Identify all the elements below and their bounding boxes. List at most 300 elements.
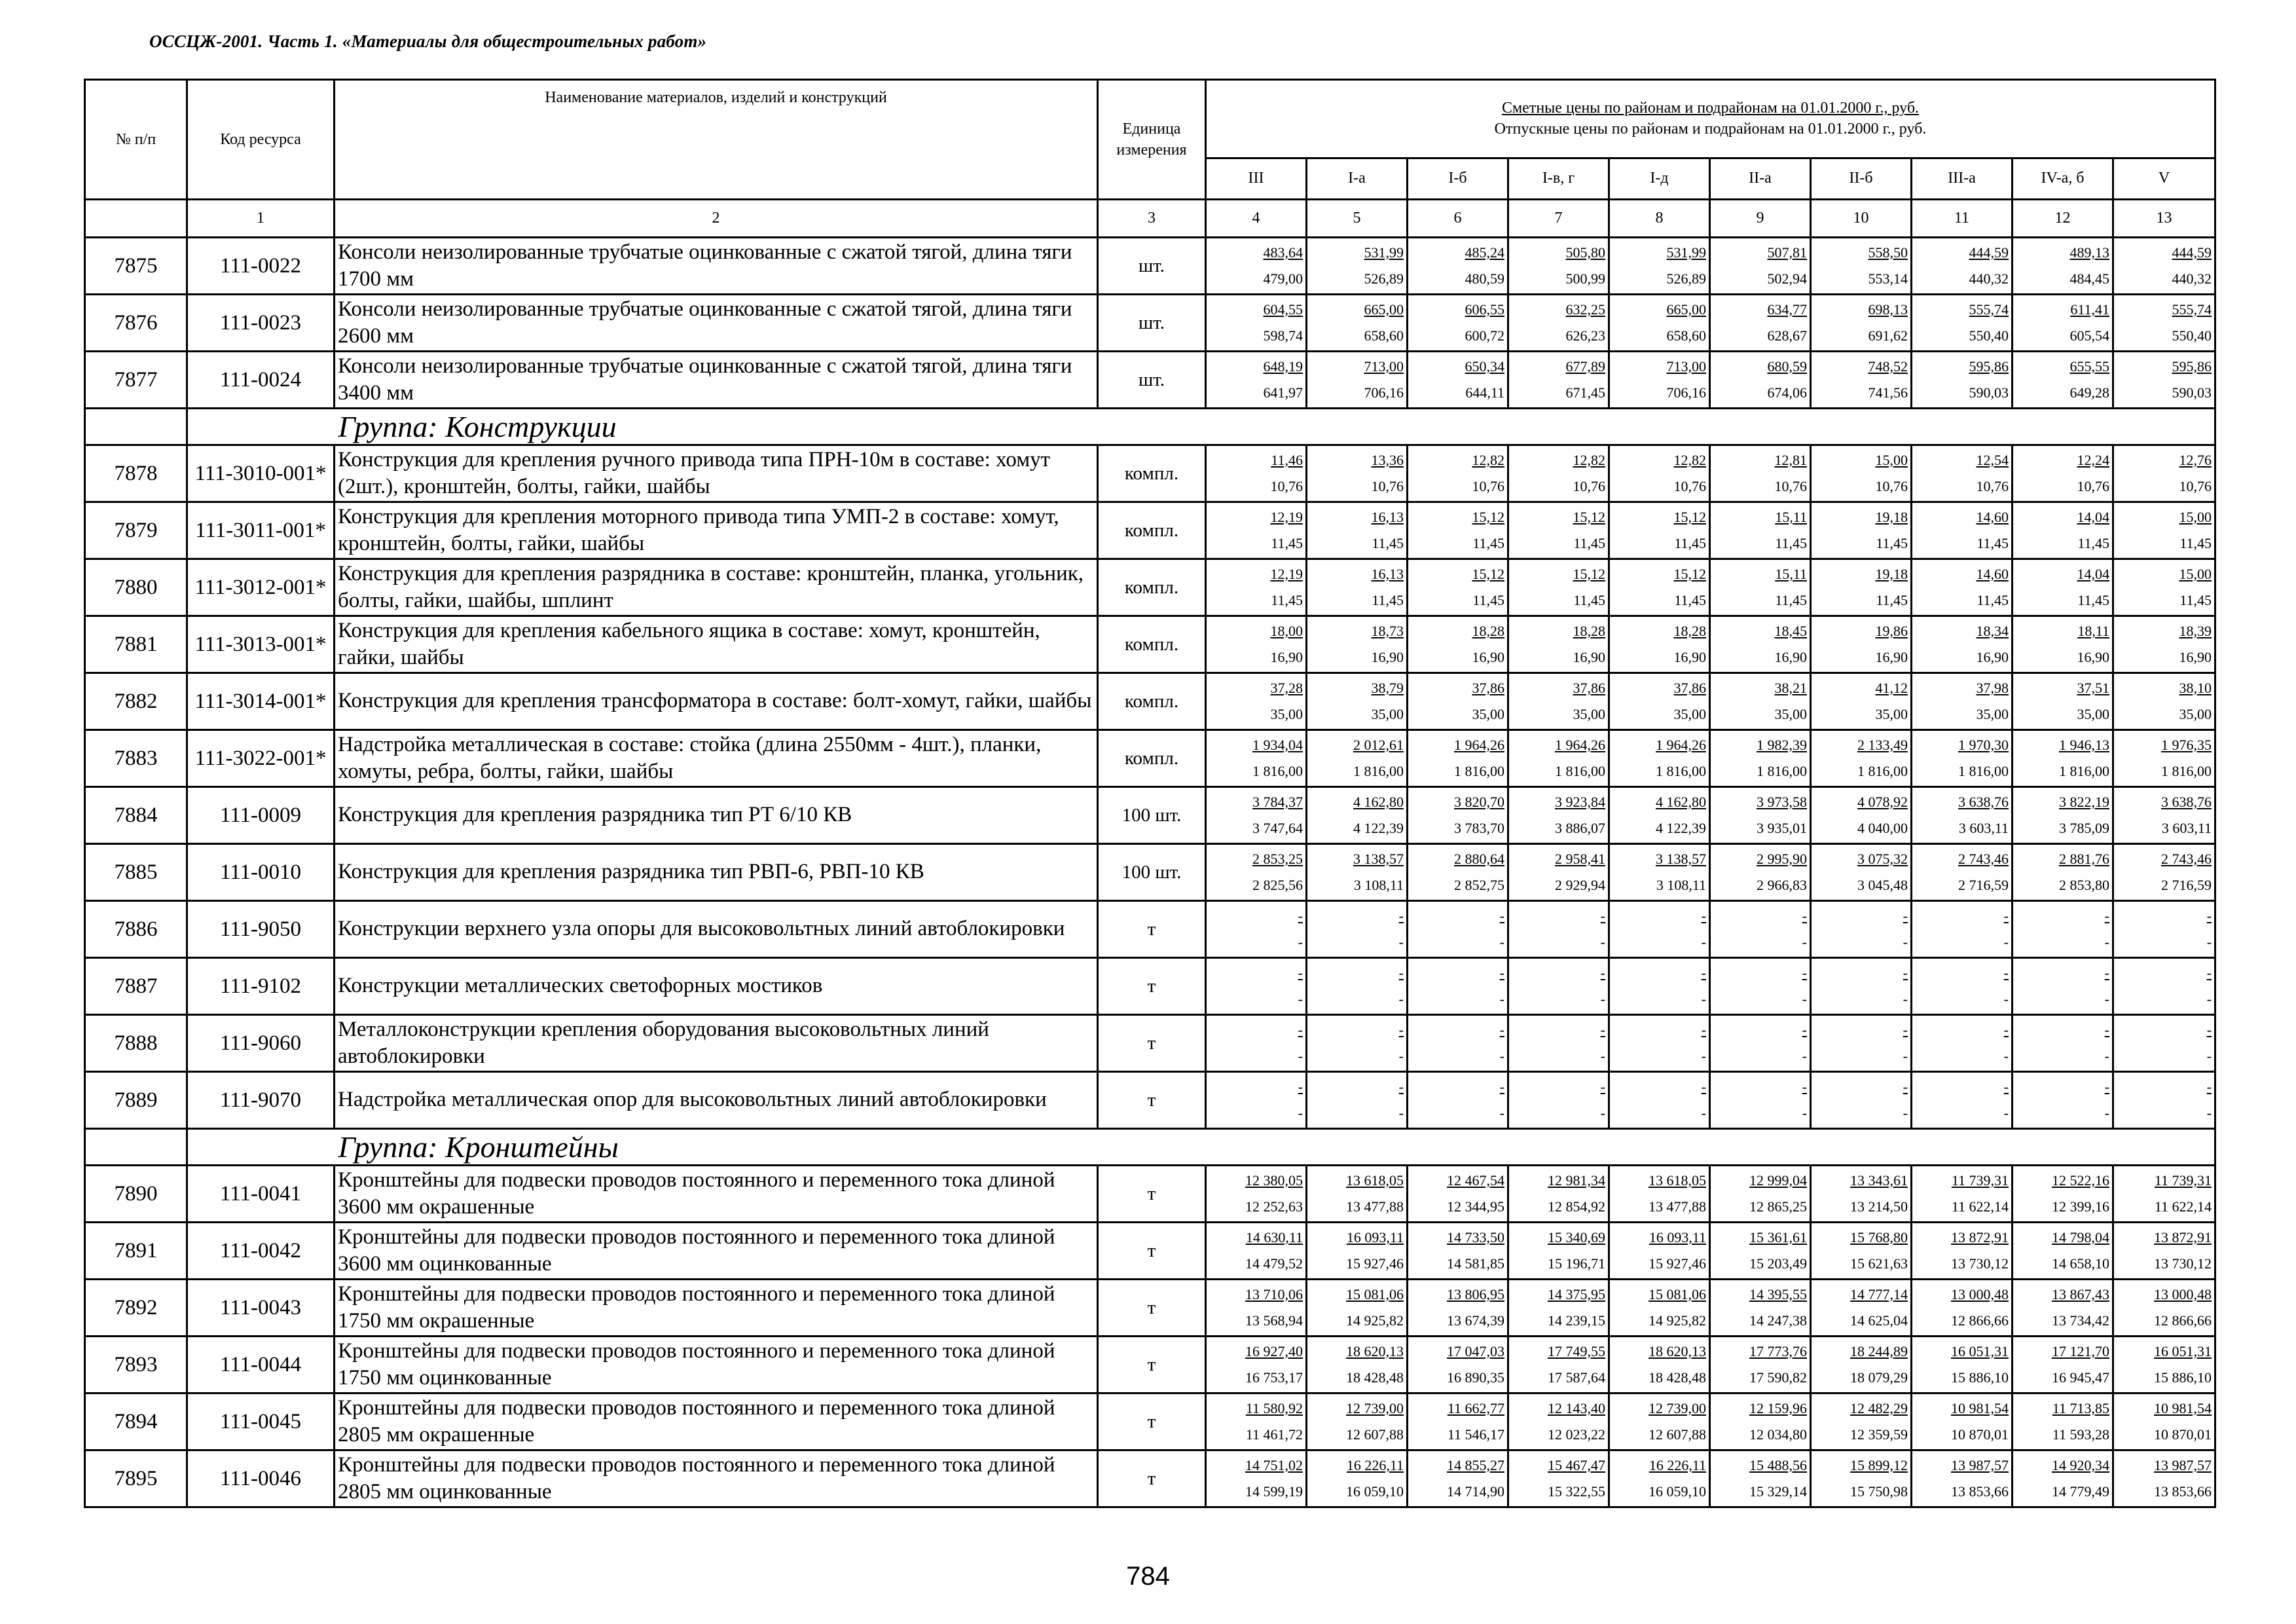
estimated-price: 11 739,31	[2154, 1172, 2212, 1189]
price-cell	[2113, 1072, 2215, 1129]
column-number: 10	[1811, 200, 1912, 238]
release-price: 590,03	[2172, 384, 2212, 401]
row-number: 7880	[85, 559, 187, 616]
table-row	[85, 502, 2215, 559]
release-price: 3 108,11	[1353, 877, 1404, 893]
release-price: 10,76	[1673, 478, 1706, 494]
estimated-price: 12 522,16	[2052, 1172, 2109, 1189]
column-number: 5	[1307, 200, 1408, 238]
row-number: 7886	[85, 901, 187, 958]
release-price: 16,90	[1673, 649, 1706, 665]
release-price: 35,00	[1774, 706, 1807, 722]
release-price: -	[1298, 991, 1303, 1007]
estimated-price: 13 872,91	[1951, 1229, 2009, 1246]
estimated-price: 611,41	[2070, 301, 2109, 318]
release-price: 10,76	[1371, 478, 1404, 494]
release-price: 35,00	[1573, 706, 1605, 722]
estimated-price: 12,81	[1774, 452, 1807, 468]
estimated-price: 483,64	[1263, 244, 1303, 261]
release-price: 3 747,64	[1252, 820, 1303, 836]
price-cell	[1609, 1280, 1710, 1337]
estimated-price: 15,11	[1775, 566, 1807, 582]
price-cell	[1609, 787, 1710, 844]
price-cell	[1811, 1166, 1912, 1223]
estimated-price: 16 226,11	[1346, 1457, 1404, 1473]
estimated-price: 12,19	[1270, 509, 1303, 525]
estimated-price: 18,34	[1976, 623, 2009, 639]
release-price: 11 622,14	[1951, 1198, 2009, 1215]
price-cell	[1508, 1393, 1609, 1450]
release-price: 12 866,66	[2154, 1312, 2212, 1329]
release-price: 628,67	[1767, 327, 1807, 344]
release-price: -	[2104, 934, 2109, 950]
price-cell	[1307, 559, 1408, 616]
estimated-price: 16 226,11	[1649, 1457, 1706, 1473]
resource-code: 111-9050	[187, 901, 335, 958]
material-name: Конструкция для крепления трансформатора в составе: болт-хомут, гайки, шайбы	[335, 673, 1098, 730]
column-number: 3	[1098, 200, 1206, 238]
release-price: 3 785,09	[2059, 820, 2109, 836]
estimated-price: 650,34	[1465, 358, 1504, 375]
estimated-price: 15,12	[1673, 566, 1706, 582]
estimated-price: 12 482,29	[1850, 1400, 1908, 1416]
estimated-price: -	[2104, 1079, 2109, 1095]
estimated-price: 11 713,85	[2052, 1400, 2109, 1416]
release-price: -	[2206, 1105, 2212, 1121]
release-price: -	[1600, 934, 1605, 950]
price-cell	[1206, 730, 1307, 787]
release-price: -	[2206, 934, 2212, 950]
release-price: 13 853,66	[1951, 1483, 2009, 1500]
price-cell	[1609, 844, 1710, 901]
release-price: 11,45	[1977, 592, 2009, 608]
material-name: Консоли неизолированные трубчатые оцинкованные с сжатой тягой, длина тяги 1700 мм	[335, 238, 1098, 295]
release-price: 35,00	[2179, 706, 2212, 722]
price-cell	[1710, 1166, 1811, 1223]
estimated-price: 12 467,54	[1447, 1172, 1504, 1189]
estimated-price: 17 773,76	[1749, 1343, 1807, 1359]
price-cell	[1912, 958, 2013, 1015]
release-price: 35,00	[1976, 706, 2009, 722]
release-price: 1 816,00	[1958, 763, 2009, 779]
release-price: 484,45	[2069, 270, 2109, 287]
release-price: 16,90	[2077, 649, 2109, 665]
estimated-price: 18,28	[1673, 623, 1706, 639]
price-cell	[2113, 238, 2215, 295]
estimated-price: 12,54	[1976, 452, 2009, 468]
unit-of-measure: 100 шт.	[1098, 787, 1206, 844]
row-number: 7879	[85, 502, 187, 559]
resource-code: 111-0024	[187, 352, 335, 409]
release-price: 649,28	[2069, 384, 2109, 401]
header-unit: Единица измерения	[1098, 80, 1206, 200]
table-row	[85, 1450, 2215, 1507]
release-price: -	[1600, 1105, 1605, 1121]
price-cell	[1408, 238, 1508, 295]
release-price: -	[2104, 991, 2109, 1007]
row-number: 7892	[85, 1280, 187, 1337]
price-cell	[1912, 1337, 2013, 1393]
price-cell	[1206, 958, 1307, 1015]
price-cell	[1508, 1337, 1609, 1393]
estimated-price: 19,86	[1875, 623, 1908, 639]
estimated-price: -	[2003, 908, 2009, 924]
release-price: 4 122,39	[1353, 820, 1404, 836]
material-name: Конструкция для крепления ручного привода типа ПРН-10м в составе: хомут (2шт.), кронштейн, болты, гайки, шайбы	[335, 445, 1098, 502]
release-price: 13 477,88	[1346, 1198, 1404, 1215]
release-price: 13 734,42	[2052, 1312, 2109, 1329]
estimated-price: 12,82	[1573, 452, 1605, 468]
price-cell	[1609, 1015, 1710, 1072]
table-row	[85, 901, 2215, 958]
estimated-price: 665,00	[1666, 301, 1706, 318]
price-cell	[1408, 1393, 1508, 1450]
region-header: III	[1206, 158, 1307, 199]
release-price: -	[1499, 1048, 1504, 1064]
price-cell	[1912, 352, 2013, 409]
column-number: 12	[2013, 200, 2113, 238]
release-price: -	[1499, 991, 1504, 1007]
release-price: 35,00	[1875, 706, 1908, 722]
estimated-price: 19,18	[1875, 509, 1908, 525]
estimated-price: 15 361,61	[1749, 1229, 1807, 1246]
estimated-price: 17 121,70	[2052, 1343, 2109, 1359]
price-cell	[1912, 787, 2013, 844]
estimated-price: 38,21	[1774, 680, 1807, 696]
price-cell	[2013, 1450, 2113, 1507]
release-price: 2 853,80	[2059, 877, 2109, 893]
table-row	[85, 673, 2215, 730]
release-price: 11,45	[1775, 535, 1807, 551]
estimated-price: 15 467,47	[1548, 1457, 1605, 1473]
estimated-price: 15,00	[1875, 452, 1908, 468]
release-price: 480,59	[1465, 270, 1504, 287]
estimated-price: 1 934,04	[1252, 737, 1303, 753]
release-price: 15 927,46	[1346, 1255, 1404, 1272]
price-cell	[1206, 352, 1307, 409]
price-cell	[1508, 1015, 1609, 1072]
estimated-price: 18,73	[1371, 623, 1404, 639]
price-cell	[2113, 352, 2215, 409]
release-price: 11,45	[1573, 535, 1605, 551]
group-empty-cell	[187, 1129, 335, 1166]
price-cell	[1710, 1072, 1811, 1129]
price-cell	[1508, 1223, 1609, 1280]
release-price: 16,90	[2179, 649, 2212, 665]
price-cell	[1508, 1166, 1609, 1223]
group-empty-cell	[187, 409, 335, 445]
release-price: 35,00	[1371, 706, 1404, 722]
release-price: -	[1802, 991, 1807, 1007]
region-header: I-в, г	[1508, 158, 1609, 199]
price-cell	[1206, 673, 1307, 730]
price-cell	[1710, 844, 1811, 901]
estimated-price: 14 733,50	[1447, 1229, 1504, 1246]
price-cell	[1710, 352, 1811, 409]
estimated-price: 648,19	[1263, 358, 1303, 375]
price-cell	[1609, 559, 1710, 616]
estimated-price: 4 162,80	[1353, 794, 1404, 810]
resource-code: 111-0046	[187, 1450, 335, 1507]
estimated-price: 485,24	[1465, 244, 1504, 261]
estimated-price: 3 138,57	[1353, 851, 1404, 867]
row-number: 7891	[85, 1223, 187, 1280]
release-price: 15 621,63	[1850, 1255, 1908, 1272]
release-price: -	[1903, 1048, 1908, 1064]
price-cell	[1912, 1166, 2013, 1223]
price-cell	[2113, 445, 2215, 502]
price-cell	[1508, 1072, 1609, 1129]
estimated-price: -	[1802, 1079, 1807, 1095]
estimated-price: 444,59	[2172, 244, 2212, 261]
resource-code: 111-9060	[187, 1015, 335, 1072]
release-price: 10,76	[1774, 478, 1807, 494]
price-cell	[1307, 787, 1408, 844]
estimated-price: 18,00	[1270, 623, 1303, 639]
release-price: -	[1398, 934, 1404, 950]
material-name: Конструкция для крепления моторного привода типа УМП-2 в составе: хомут, кронштейн, болты, гайки, шайбы	[335, 502, 1098, 559]
release-price: 18 428,48	[1346, 1369, 1404, 1386]
estimated-price: -	[1701, 1079, 1706, 1095]
price-cell	[1609, 445, 1710, 502]
release-price: 1 816,00	[2059, 763, 2109, 779]
price-cell	[1811, 502, 1912, 559]
release-price: 2 929,94	[1555, 877, 1605, 893]
unit-of-measure: т	[1098, 1166, 1206, 1223]
release-price: 4 040,00	[1857, 820, 1908, 836]
estimated-price: 748,52	[1868, 358, 1908, 375]
release-price: -	[1701, 991, 1706, 1007]
estimated-price: 12,82	[1472, 452, 1504, 468]
estimated-price: 1 976,35	[2161, 737, 2212, 753]
price-table	[84, 79, 2216, 1508]
release-price: 526,89	[1666, 270, 1706, 287]
resource-code: 111-3013-001*	[187, 616, 335, 673]
price-cell	[1508, 673, 1609, 730]
release-price: 16,90	[1976, 649, 2009, 665]
release-price: 590,03	[1969, 384, 2009, 401]
price-cell	[1408, 1015, 1508, 1072]
release-price: -	[1298, 1048, 1303, 1064]
estimated-price: 13 618,05	[1346, 1172, 1404, 1189]
resource-code: 111-0041	[187, 1166, 335, 1223]
release-price: 12 854,92	[1548, 1198, 1605, 1215]
release-price: 14 239,15	[1548, 1312, 1605, 1329]
material-name: Кронштейны для подвески проводов постоянного и переменного тока длиной 2805 мм окрашенные	[335, 1393, 1098, 1450]
price-cell	[1408, 295, 1508, 352]
price-cell	[1206, 295, 1307, 352]
estimated-price: 12 739,00	[1346, 1400, 1404, 1416]
estimated-price: -	[2104, 908, 2109, 924]
header-prices	[1206, 80, 2215, 158]
price-cell	[1508, 502, 1609, 559]
estimated-price: 12,19	[1270, 566, 1303, 582]
price-cell	[1206, 1280, 1307, 1337]
price-cell	[1609, 238, 1710, 295]
price-cell	[1912, 901, 2013, 958]
material-name: Кронштейны для подвески проводов постоянного и переменного тока длиной 3600 мм оцинкованные	[335, 1223, 1098, 1280]
release-price: 3 108,11	[1656, 877, 1706, 893]
price-cell	[1710, 502, 1811, 559]
release-price: 3 603,11	[1958, 820, 2009, 836]
estimated-price: 698,13	[1868, 301, 1908, 318]
estimated-price: 15,12	[1573, 566, 1605, 582]
price-cell	[1508, 787, 1609, 844]
price-cell	[1710, 445, 1811, 502]
release-price: 16 059,10	[1346, 1483, 1404, 1500]
release-price: 10 870,01	[1951, 1426, 2009, 1443]
release-price: 12 034,80	[1749, 1426, 1807, 1443]
group-empty-cell	[85, 1129, 187, 1166]
price-cell	[1508, 238, 1609, 295]
unit-of-measure: т	[1098, 1450, 1206, 1507]
price-cell	[2013, 502, 2113, 559]
release-price: 1 816,00	[1857, 763, 1908, 779]
estimated-price: 507,81	[1767, 244, 1807, 261]
price-cell	[2013, 1223, 2113, 1280]
release-price: 16 890,35	[1447, 1369, 1504, 1386]
estimated-price: 15,00	[2179, 509, 2212, 525]
unit-of-measure: шт.	[1098, 295, 1206, 352]
price-cell	[1307, 1072, 1408, 1129]
row-number: 7890	[85, 1166, 187, 1223]
price-cell	[1912, 559, 2013, 616]
column-number: 8	[1609, 200, 1710, 238]
price-cell	[1912, 1223, 2013, 1280]
release-price: 658,60	[1364, 327, 1404, 344]
price-cell	[1408, 844, 1508, 901]
release-price: -	[1499, 934, 1504, 950]
estimated-price: 2 743,46	[2161, 851, 2212, 867]
release-price: 658,60	[1666, 327, 1706, 344]
price-cell	[2113, 1450, 2215, 1507]
price-cell	[2013, 901, 2113, 958]
price-cell	[1912, 502, 2013, 559]
price-cell	[1609, 352, 1710, 409]
release-price: 1 816,00	[1454, 763, 1504, 779]
estimated-price: 531,99	[1666, 244, 1706, 261]
price-cell	[1609, 901, 1710, 958]
estimated-price: -	[1398, 965, 1404, 981]
unit-of-measure: компл.	[1098, 730, 1206, 787]
header-num: № п/п	[85, 80, 187, 200]
table-row	[85, 1280, 2215, 1337]
estimated-price: 14 375,95	[1548, 1286, 1605, 1302]
price-cell	[1609, 730, 1710, 787]
price-cell	[2013, 673, 2113, 730]
estimated-price: 38,10	[2179, 680, 2212, 696]
estimated-price: -	[2003, 1079, 2009, 1095]
release-price: 13 214,50	[1850, 1198, 1908, 1215]
resource-code: 111-0042	[187, 1223, 335, 1280]
estimated-price: 665,00	[1364, 301, 1404, 318]
release-price: 14 247,38	[1749, 1312, 1807, 1329]
estimated-price: -	[1600, 1079, 1605, 1095]
price-cell	[2013, 1280, 2113, 1337]
price-cell	[2013, 1015, 2113, 1072]
release-price: -	[1903, 991, 1908, 1007]
estimated-price: 12 143,40	[1548, 1400, 1605, 1416]
estimated-price: 16,13	[1371, 509, 1404, 525]
unit-of-measure: компл.	[1098, 616, 1206, 673]
price-cell	[1206, 844, 1307, 901]
price-cell	[2113, 502, 2215, 559]
release-price: 1 816,00	[1757, 763, 1807, 779]
estimated-price: 12 159,96	[1749, 1400, 1807, 1416]
estimated-price: 2 995,90	[1757, 851, 1807, 867]
price-cell	[1408, 1450, 1508, 1507]
estimated-price: 13 867,43	[2052, 1286, 2109, 1302]
price-cell	[1811, 1337, 1912, 1393]
material-name: Конструкция для крепления кабельного ящика в составе: хомут, кронштейн, гайки, шайбы	[335, 616, 1098, 673]
release-price: 35,00	[1270, 706, 1303, 722]
release-price: 526,89	[1364, 270, 1404, 287]
estimated-price: 13 806,95	[1447, 1286, 1504, 1302]
price-cell	[1912, 1015, 2013, 1072]
price-cell	[1609, 1450, 1710, 1507]
estimated-price: -	[1903, 1022, 1908, 1038]
release-price: 15 886,10	[1951, 1369, 2009, 1386]
estimated-price: 634,77	[1767, 301, 1807, 318]
table-row	[85, 1337, 2215, 1393]
estimated-price: 3 075,32	[1857, 851, 1908, 867]
estimated-price: 15,11	[1775, 509, 1807, 525]
release-price: -	[1802, 1048, 1807, 1064]
material-name: Конструкция для крепления разрядника тип РТ 6/10 КВ	[335, 787, 1098, 844]
estimated-price: 13 000,48	[2154, 1286, 2212, 1302]
release-price: 13 477,88	[1649, 1198, 1706, 1215]
release-price: 2 852,75	[1454, 877, 1504, 893]
release-price: -	[2003, 1048, 2009, 1064]
estimated-price: 604,55	[1263, 301, 1303, 318]
price-cell	[1811, 616, 1912, 673]
price-cell	[1710, 559, 1811, 616]
price-cell	[2113, 1223, 2215, 1280]
price-cell	[1408, 502, 1508, 559]
price-cell	[1206, 502, 1307, 559]
price-cell	[1508, 1280, 1609, 1337]
estimated-price: 15 081,06	[1346, 1286, 1404, 1302]
price-cell	[1307, 295, 1408, 352]
material-name: Конструкция для крепления разрядника в составе: кронштейн, планка, угольник, болты, гайки, шайбы, шплинт	[335, 559, 1098, 616]
row-number: 7895	[85, 1450, 187, 1507]
release-price: 18 428,48	[1649, 1369, 1706, 1386]
price-cell	[1609, 1166, 1710, 1223]
price-cell	[1307, 958, 1408, 1015]
unit-of-measure: компл.	[1098, 445, 1206, 502]
estimated-price: 37,28	[1270, 680, 1303, 696]
price-cell	[1811, 1280, 1912, 1337]
price-cell	[1307, 238, 1408, 295]
release-price: 16,90	[1472, 649, 1504, 665]
price-cell	[1609, 1072, 1710, 1129]
release-price: -	[2003, 1105, 2009, 1121]
table-row	[85, 844, 2215, 901]
release-price: -	[2003, 934, 2009, 950]
release-price: 11 593,28	[2052, 1426, 2109, 1443]
row-number: 7887	[85, 958, 187, 1015]
price-cell	[1206, 787, 1307, 844]
column-number: 1	[187, 200, 335, 238]
material-name: Конструкция для крепления разрядника тип РВП-6, РВП-10 КВ	[335, 844, 1098, 901]
resource-code: 111-0043	[187, 1280, 335, 1337]
estimated-price: 14 751,02	[1245, 1457, 1303, 1473]
release-price: -	[1903, 1105, 1908, 1121]
release-price: 10,76	[1270, 478, 1303, 494]
release-price: 18 079,29	[1850, 1369, 1908, 1386]
estimated-price: -	[1802, 1022, 1807, 1038]
unit-of-measure: т	[1098, 901, 1206, 958]
